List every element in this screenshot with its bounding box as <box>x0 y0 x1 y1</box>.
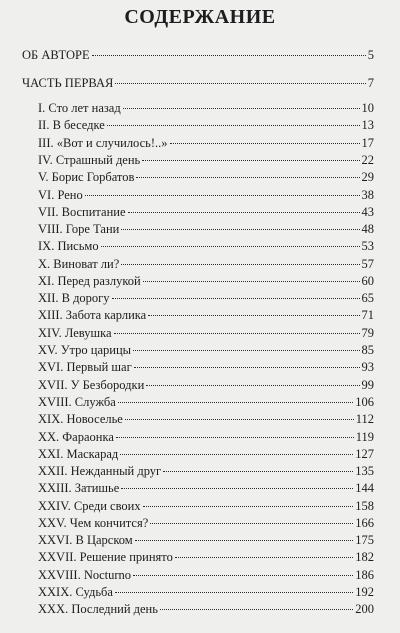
leader-dots <box>136 177 359 178</box>
leader-dots <box>121 229 359 230</box>
toc-entry-label: XXIII. Затишье <box>38 481 120 495</box>
leader-dots <box>163 471 353 472</box>
leader-dots <box>143 506 354 507</box>
toc-entry-label: XXIV. Среди своих <box>38 499 141 513</box>
toc-entry-chapter <box>38 239 374 254</box>
toc-entry-chapter <box>38 395 374 410</box>
toc-entry-page: 200 <box>355 602 374 616</box>
toc-entry-page: 106 <box>355 395 374 409</box>
leader-dots <box>135 540 354 541</box>
leader-dots <box>101 246 360 247</box>
leader-dots <box>107 125 360 126</box>
toc-entry-page: 85 <box>361 343 374 357</box>
leader-dots <box>133 575 353 576</box>
toc-entry-page: 13 <box>361 118 374 132</box>
toc-entry-label: XXX. Последний день <box>38 602 158 616</box>
toc-entry-chapter <box>38 516 374 531</box>
toc-entry-chapter <box>38 499 374 514</box>
leader-dots <box>134 367 360 368</box>
toc-entry-page: 38 <box>361 188 374 202</box>
leader-dots <box>128 212 360 213</box>
toc-entry-label: ОБ АВТОРЕ <box>22 48 90 62</box>
toc-entry-label: XVI. Первый шаг <box>38 360 132 374</box>
toc-entry-chapter <box>38 550 374 565</box>
toc-entry-page: 65 <box>361 291 374 305</box>
toc-entry-label: XIX. Новоселье <box>38 412 123 426</box>
toc-entry-label: XXVIII. Nocturno <box>38 568 132 582</box>
toc-entry-chapter <box>38 188 374 203</box>
toc-entry-page: 22 <box>361 153 374 167</box>
toc-entry-label: XX. Фараонка <box>38 430 114 444</box>
toc-entry-page: 7 <box>367 76 374 90</box>
leader-dots <box>170 143 360 144</box>
toc-entry-page: 71 <box>361 308 374 322</box>
toc-entry-page: 53 <box>361 239 374 253</box>
leader-dots <box>175 557 353 558</box>
toc-entry-chapter <box>38 257 374 272</box>
leader-dots <box>123 108 360 109</box>
toc-entry-chapter <box>38 585 374 600</box>
leader-dots <box>92 55 366 56</box>
toc-entry-label: XIV. Левушка <box>38 326 112 340</box>
toc-entry-chapter <box>38 291 374 306</box>
toc-entry-chapter <box>38 343 374 358</box>
leader-dots <box>112 298 360 299</box>
toc-entry-page: 166 <box>355 516 374 530</box>
toc-entry-label: V. Борис Горбатов <box>38 170 135 184</box>
toc-entry-chapter <box>38 378 374 393</box>
toc-entry-page: 99 <box>361 378 374 392</box>
toc-entry-chapter <box>38 412 374 427</box>
toc-entry-chapter <box>38 533 374 548</box>
toc-entry-page: 60 <box>361 274 374 288</box>
toc-entry-chapter <box>38 101 374 116</box>
toc-entry-label: VI. Рено <box>38 188 83 202</box>
toc-entry-page: 17 <box>361 136 374 150</box>
toc-entry-page: 186 <box>355 568 374 582</box>
toc-entry-label: XI. Перед разлукой <box>38 274 141 288</box>
page-title: СОДЕРЖАНИЕ <box>124 6 276 28</box>
leader-dots <box>115 83 365 84</box>
toc-entry-label: XXII. Нежданный друг <box>38 464 162 478</box>
toc-entry-chapter <box>38 170 374 185</box>
toc-entry-label: XXIX. Судьба <box>38 585 113 599</box>
toc-entry-label: XII. В дорогу <box>38 291 110 305</box>
toc-entry-page: 175 <box>355 533 374 547</box>
toc-entry-label: ЧАСТЬ ПЕРВАЯ <box>22 76 114 90</box>
leader-dots <box>121 488 353 489</box>
toc-entry-chapter <box>38 464 374 479</box>
toc-entry-part-one <box>22 76 374 91</box>
toc-entry-page: 79 <box>361 326 374 340</box>
toc-entry-page: 43 <box>361 205 374 219</box>
toc-entry-label: I. Сто лет назад <box>38 101 121 115</box>
toc-entry-page: 48 <box>361 222 374 236</box>
toc-entry-label: XV. Утро царицы <box>38 343 132 357</box>
leader-dots <box>116 437 354 438</box>
leader-dots <box>85 195 360 196</box>
toc-entry-label: III. «Вот и случилось!..» <box>38 136 168 150</box>
leader-dots <box>121 264 359 265</box>
toc-entry-label: XXV. Чем кончится? <box>38 516 149 530</box>
toc-entry-chapter <box>38 274 374 289</box>
toc-entry-label: VII. Воспитание <box>38 205 126 219</box>
toc-entry-page: 57 <box>361 257 374 271</box>
toc-entry-chapter <box>38 447 374 462</box>
toc-entry-page: 10 <box>361 101 374 115</box>
leader-dots <box>125 419 354 420</box>
leader-dots <box>114 333 360 334</box>
leader-dots <box>115 592 353 593</box>
toc-entry-page: 127 <box>355 447 374 461</box>
leader-dots <box>150 523 353 524</box>
toc-entry-about-author <box>22 48 374 63</box>
toc-entry-chapter <box>38 205 374 220</box>
toc-entry-chapter <box>38 602 374 617</box>
toc-entry-page: 112 <box>355 412 374 426</box>
leader-dots <box>143 281 360 282</box>
toc-entry-chapter <box>38 430 374 445</box>
toc-entry-page: 135 <box>355 464 374 478</box>
toc-entry-label: XXVI. В Царском <box>38 533 133 547</box>
toc-entry-page: 144 <box>355 481 374 495</box>
toc-entry-chapter <box>38 308 374 323</box>
toc-entry-label: II. В беседке <box>38 118 105 132</box>
leader-dots <box>120 454 353 455</box>
toc-entry-page: 158 <box>355 499 374 513</box>
toc-entry-label: XXI. Маскарад <box>38 447 119 461</box>
toc-entry-label: VIII. Горе Тани <box>38 222 120 236</box>
leader-dots <box>133 350 359 351</box>
toc-entry-label: X. Виноват ли? <box>38 257 120 271</box>
toc-entry-chapter <box>38 136 374 151</box>
toc-entry-chapter <box>38 481 374 496</box>
toc-entry-chapter <box>38 326 374 341</box>
toc-entry-label: XVIII. Служба <box>38 395 116 409</box>
toc-entry-label: XIII. Забота карлика <box>38 308 147 322</box>
toc-entry-page: 182 <box>355 550 374 564</box>
leader-dots <box>146 385 359 386</box>
toc-entry-page: 192 <box>355 585 374 599</box>
toc-entry-page: 29 <box>361 170 374 184</box>
toc-entry-page: 5 <box>367 48 374 62</box>
toc-entry-page: 119 <box>355 430 374 444</box>
toc-entry-chapter <box>38 568 374 583</box>
leader-dots <box>142 160 359 161</box>
toc-entry-label: XXVII. Решение принято <box>38 550 173 564</box>
leader-dots <box>160 609 353 610</box>
toc-entry-chapter <box>38 360 374 375</box>
leader-dots <box>148 315 359 316</box>
toc-entry-chapter <box>38 153 374 168</box>
toc-entry-label: XVII. У Безбородки <box>38 378 145 392</box>
toc-entry-label: IV. Страшный день <box>38 153 141 167</box>
leader-dots <box>118 402 353 403</box>
toc-entry-page: 93 <box>361 360 374 374</box>
toc-entry-chapter <box>38 118 374 133</box>
toc-entry-label: IX. Письмо <box>38 239 99 253</box>
toc-entry-chapter <box>38 222 374 237</box>
